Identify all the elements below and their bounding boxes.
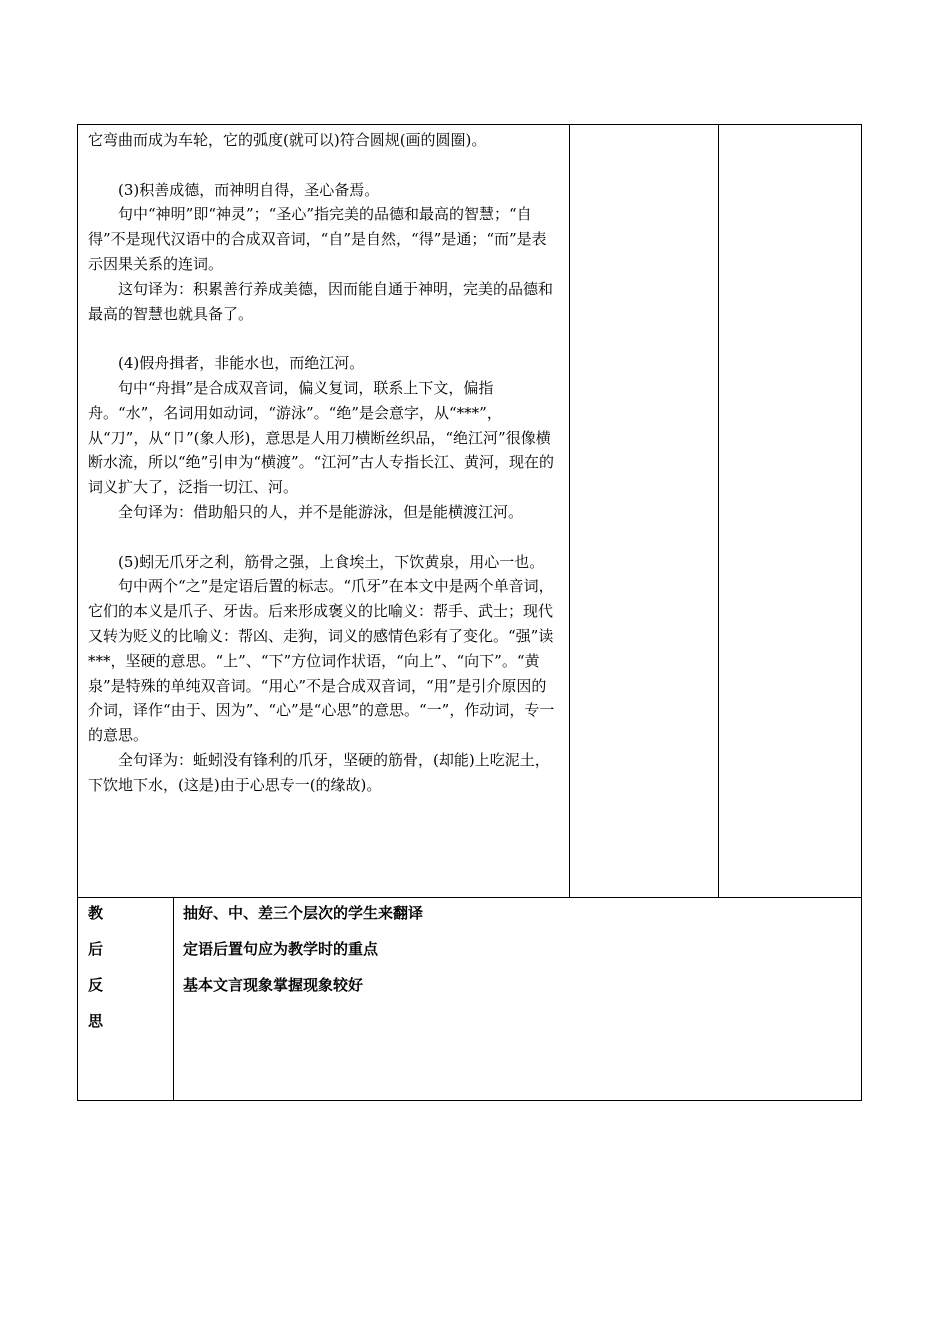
table-top-border	[77, 124, 862, 125]
table-right-border	[861, 124, 862, 1101]
reflection-note: 基本文言现象掌握现象较好	[183, 976, 364, 994]
paragraph: 句中两个“之”是定语后置的标志。“爪牙”在本文中是两个单音词，它们的本义是爪子、牙齿。后来形成褒义的比喻义：帮手、武士；现代又转为贬义的比喻义：帮凶、走狗，词义的感情色彩有了变化。“强”读***，坚硬的意思。“上”、“下”方位词作状语，“向上”、“向下”。“黄泉”是特殊的单纯双音词。“用心”不是合成双音词，“用”是引介原因的介词，译作“由于、因为”、“心”是“心思”的意思。“一”，作动词，专一的意思。	[88, 577, 555, 745]
paragraph-gap	[88, 153, 560, 178]
reflection-note: 定语后置句应为教学时的重点	[183, 940, 379, 958]
column-divider-1	[569, 124, 570, 897]
paragraph: 句中“神明”即“神灵”；“圣心”指完美的品德和最高的智慧；“自得”不是现代汉语中的合成双音词，“自”是自然，“得”是通；“而”是表示因果关系的连词。	[88, 205, 547, 273]
paragraph: (3)积善成德，而神明自得，圣心备焉。	[118, 180, 380, 199]
paragraph-gap	[88, 525, 560, 550]
reflection-label-char: 后	[88, 940, 104, 958]
reflection-label-divider	[173, 897, 174, 1100]
reflection-note: 抽好、中、差三个层次的学生来翻译	[183, 904, 424, 922]
reflection-notes	[183, 898, 783, 1006]
paragraph: (4)假舟揖者，非能水也，而绝江河。	[118, 354, 365, 373]
paragraph-gap	[88, 326, 560, 351]
paragraph: (5)蚓无爪牙之利，筋骨之强，上食埃土，下饮黄泉，用心一也。	[118, 552, 545, 571]
lesson-content	[88, 128, 560, 798]
reflection-label	[88, 898, 128, 1042]
reflection-label-char: 反	[88, 976, 104, 994]
reflection-label-char: 教	[88, 904, 104, 922]
paragraph: 这句译为：积累善行养成美德，因而能自通于神明，完美的品德和最高的智慧也就具备了。	[88, 279, 554, 323]
reflection-label-char: 思	[88, 1012, 104, 1030]
table-left-border	[77, 124, 78, 1101]
paragraph: 句中“舟揖”是合成双音词，偏义复词，联系上下文，偏指舟。“水”，名词用如动词，“游泳”。“绝”是会意字，从“***”，从“刀”，从“卩”(象人形)，意思是人用刀横断丝织品，“绝江河”很像横断水流，所以“绝”引申为“横渡”。“江河”古人专指长江、黄河，现在的词义扩大了，泛指一切江、河。	[88, 378, 555, 497]
paragraph: 全句译为：借助船只的人，并不是能游泳，但是能横渡江河。	[118, 502, 524, 521]
paragraph: 全句译为：蚯蚓没有锋利的爪牙，坚硬的筋骨，(却能)上吃泥土，下饮地下水，(这是)由于心思专一(的缘故)。	[88, 750, 550, 794]
table-bottom-border	[77, 1100, 862, 1101]
paragraph: 它弯曲而成为车轮，它的弧度(就可以)符合圆规(画的圆圈)。	[88, 131, 487, 149]
column-divider-2	[718, 124, 719, 897]
